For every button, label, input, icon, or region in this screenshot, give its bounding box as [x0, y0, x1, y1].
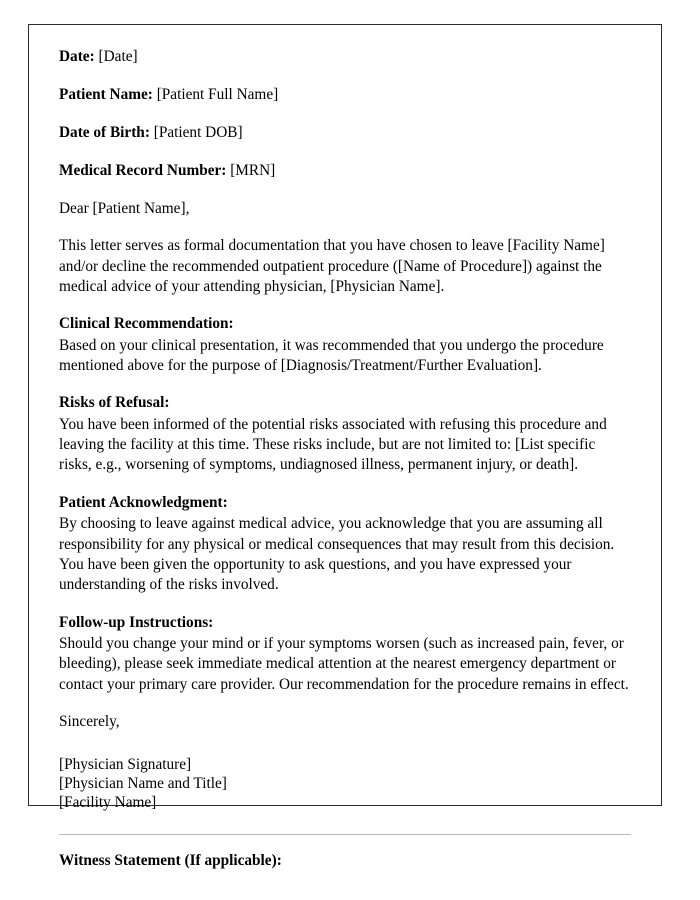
field-date-of-birth-value: [Patient DOB] — [153, 123, 243, 141]
field-medical-record-number-label: Medical Record Number: — [59, 161, 227, 179]
field-patient-name — [59, 85, 631, 105]
section-heading-follow-up-instructions: Follow-up Instructions: — [59, 613, 214, 631]
section-heading-risks-of-refusal: Risks of Refusal: — [59, 394, 170, 412]
intro-paragraph: This letter serves as formal documentation that you have chosen to leave [Facility Name] and/or decline the recommended outpatient procedure ([Name of Procedure]) against the medical advice of your attending physician, [Physician Name]. — [59, 237, 605, 296]
field-date-of-birth — [59, 123, 631, 143]
section-body-patient-acknowledgment: By choosing to leave against medical advice, you acknowledge that you are assuming all responsibility for any physical or medical consequences that may result from this decision. You have been given the opportunity to ask questions, and you have expressed your understanding of the risks involved. — [59, 515, 615, 594]
section-body-follow-up-instructions: Should you change your mind or if your symptoms worsen (such as increased pain, fever, or bleeding), please seek immediate medical attention at the nearest emergency department or contact your primary care provider. Our recommendation for the procedure remains in effect. — [59, 634, 629, 693]
field-medical-record-number-value: [MRN] — [230, 161, 276, 179]
section-heading-patient-acknowledgment: Patient Acknowledgment: — [59, 493, 228, 511]
signature-block — [59, 756, 631, 812]
field-patient-name-label: Patient Name: — [59, 85, 153, 103]
section-body-clinical-recommendation: Based on your clinical presentation, it was recommended that you undergo the procedure mentioned above for the purpose of [Diagnosis/Treatment/Further Evaluation]. — [59, 336, 604, 375]
signature-line-facility-name: [Facility Name] — [59, 793, 157, 811]
section-body-risks-of-refusal: You have been informed of the potential risks associated with refusing this procedure and leaving the facility at this time. These risks include, but are not limited to: [List specific risks, e.g., worsening of symptoms, undiagnosed illness, permanent injury, or death]. — [59, 415, 607, 474]
section-divider — [59, 834, 631, 835]
closing-line: Sincerely, — [59, 712, 120, 730]
signature-line-physician-signature: [Physician Signature] — [59, 756, 192, 774]
field-date-value: [Date] — [98, 48, 138, 65]
letter-content — [29, 25, 661, 872]
signature-line-physician-name-title: [Physician Name and Title] — [59, 774, 227, 792]
letter-sheet — [28, 24, 662, 870]
field-date-of-birth-label: Date of Birth: — [59, 123, 150, 141]
salutation: Dear [Patient Name], — [59, 199, 190, 217]
field-medical-record-number — [59, 161, 631, 181]
section-heading-clinical-recommendation: Clinical Recommendation: — [59, 315, 234, 333]
field-date-label: Date: — [59, 48, 95, 65]
witness-statement-heading: Witness Statement (If applicable): — [59, 852, 282, 870]
field-date — [59, 47, 631, 67]
field-patient-name-value: [Patient Full Name] — [156, 85, 279, 103]
